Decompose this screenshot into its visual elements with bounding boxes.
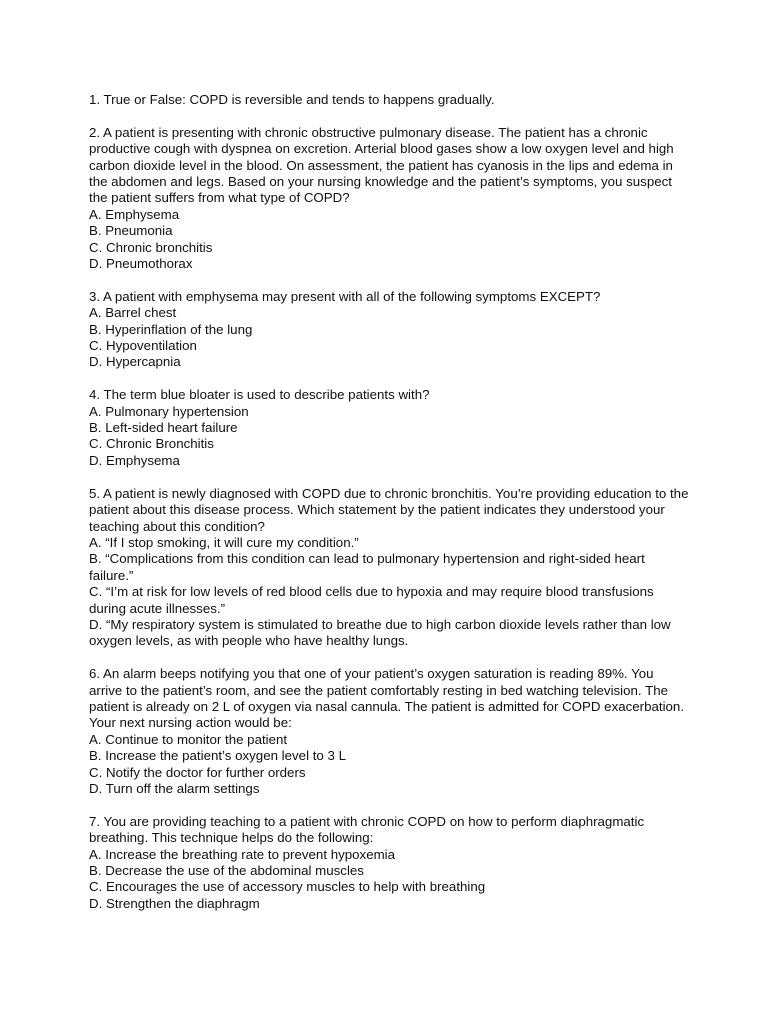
answer-option: B. “Complications from this condition can lead to pulmonary hypertension and right-sided heart failure.” (89, 551, 645, 583)
answer-option: B. Hyperinflation of the lung (89, 321, 253, 337)
question-4 (89, 387, 689, 469)
question-6 (89, 666, 689, 797)
question-7 (89, 814, 689, 912)
answer-option: D. Hypercapnia (89, 354, 181, 370)
question-stem: 1. True or False: COPD is reversible and tends to happens gradually. (89, 92, 495, 107)
answer-option: C. “I’m at risk for low levels of red blood cells due to hypoxia and may require blood transfusions during acute illnesses.” (89, 584, 654, 616)
answer-option: B. Decrease the use of the abdominal muscles (89, 863, 364, 878)
answer-option: C. Encourages the use of accessory muscles to help with breathing (89, 879, 486, 895)
answer-option: B. Pneumonia (89, 223, 173, 239)
question-stem: 3. A patient with emphysema may present with all of the following symptoms EXCEPT? (89, 288, 601, 304)
answer-option: D. “My respiratory system is stimulated to breathe due to high carbon dioxide levels rather than low oxygen levels, as with people who have healthy lungs. (89, 616, 671, 649)
answer-option: D. Emphysema (89, 452, 180, 468)
answer-option: A. Continue to monitor the patient (89, 731, 288, 747)
question-5 (89, 486, 689, 650)
question-3 (89, 289, 689, 371)
answer-option: C. Hypoventilation (89, 338, 197, 354)
answer-option: D. Strengthen the diaphragm (89, 895, 260, 911)
question-stem: 6. An alarm beeps notifying you that one of your patient’s oxygen saturation is reading 89%. You arrive to the patient’s room, and see the patient comfortably resting in bed watching television. The patient is already on 2 L of oxygen via nasal cannula. The patient is admitted for COPD exacerbation. Your next nursing action would be: (89, 666, 685, 731)
question-stem: 7. You are providing teaching to a patient with chronic COPD on how to perform diaphragmatic breathing. This technique helps do the following: (89, 813, 645, 846)
question-stem: 5. A patient is newly diagnosed with COPD due to chronic bronchitis. You’re providing education to the patient about this disease process. Which statement by the patient indicates they understood your teaching about this condition? (89, 485, 689, 534)
answer-option: C. Chronic bronchitis (89, 239, 213, 255)
question-stem: 4. The term blue bloater is used to describe patients with? (89, 387, 430, 403)
answer-option: D. Pneumothorax (89, 256, 193, 272)
answer-option: C. Notify the doctor for further orders (89, 764, 306, 780)
answer-option: B. Increase the patient’s oxygen level to 3 L (89, 748, 346, 764)
answer-option: A. Pulmonary hypertension (89, 403, 249, 419)
answer-option: A. Emphysema (89, 206, 180, 222)
question-stem: 2. A patient is presenting with chronic obstructive pulmonary disease. The patient has a chronic productive cough with dyspnea on excretion. Arterial blood gases show a low oxygen level and high carbon dioxide level in the blood. On assessment, the patient has cyanosis in the lips and edema in the abdomen and legs. Based on your nursing knowledge and the patient’s symptoms, you suspect the patient suffers from what type of COPD? (89, 124, 674, 206)
question-list (89, 92, 689, 929)
answer-option: B. Left-sided heart failure (89, 420, 238, 436)
answer-option: C. Chronic Bronchitis (89, 436, 214, 452)
answer-option: A. Barrel chest (89, 305, 177, 321)
question-1 (89, 92, 689, 108)
question-2 (89, 125, 689, 273)
answer-option: A. “If I stop smoking, it will cure my condition.” (89, 534, 359, 550)
answer-option: A. Increase the breathing rate to prevent hypoxemia (89, 846, 396, 862)
answer-option: D. Turn off the alarm settings (89, 780, 260, 796)
